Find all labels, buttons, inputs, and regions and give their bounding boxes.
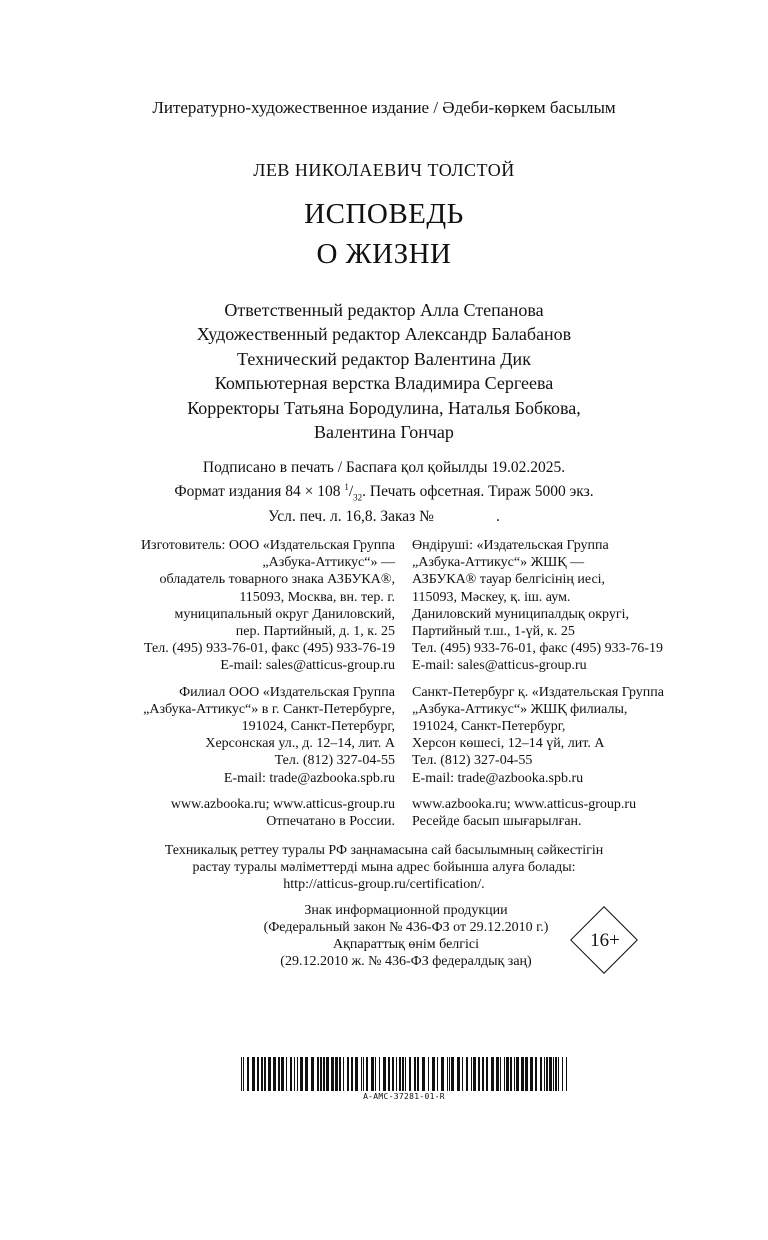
barcode-bar: [405, 1057, 406, 1091]
barcode-bar: [243, 1057, 244, 1091]
barcode-bar: [432, 1057, 435, 1091]
barcode-bar: [553, 1057, 554, 1091]
age-rating-text: 16+: [590, 930, 620, 951]
barcode-bar: [241, 1057, 242, 1091]
barcode-bar: [562, 1057, 563, 1091]
imprint-line: „Азбука-Аттикус“» ЖШҚ филиалы,: [412, 701, 628, 717]
format-numerator: 1: [344, 481, 349, 492]
barcode-bar: [278, 1057, 280, 1091]
imprint-line: „Азбука-Аттикус“» в г. Санкт-Петербурге,: [143, 701, 395, 717]
credit-line: Технический редактор Валентина Дик: [237, 348, 531, 369]
barcode-bar: [339, 1057, 341, 1091]
imprint-line: Тел. (495) 933-76-01, факс (495) 933-76-19: [144, 641, 395, 657]
info-line: (Федеральный закон № 436-ФЗ от 29.12.2010 г.): [263, 920, 549, 935]
barcode-bar: [305, 1057, 308, 1091]
tech-line: Техникалық реттеу туралы РФ заңнамасына сай басылымның сәйкестігін: [164, 843, 604, 858]
imprint-line: Херсонская ул., д. 12–14, лит. А: [205, 736, 395, 752]
barcode-bar: [457, 1057, 460, 1091]
barcode-bar: [323, 1057, 325, 1091]
barcode-bar: [311, 1057, 314, 1091]
barcode-bar: [261, 1057, 263, 1091]
imprint-kz-column: [412, 537, 664, 830]
staff-credits: [0, 298, 768, 444]
print-info: [0, 458, 768, 527]
info-line: Ақпараттық өнім белгісі: [332, 937, 480, 952]
imprint-line: пер. Партийный, д. 1, к. 25: [235, 624, 395, 640]
barcode-bar: [402, 1057, 404, 1091]
barcode-bar: [347, 1057, 349, 1091]
credit-line: Ответственный редактор Алла Степанова: [224, 300, 544, 320]
imprint-ru-column: [141, 537, 395, 830]
imprint-line: муниципальный округ Даниловский,: [174, 606, 395, 622]
barcode-bar: [535, 1057, 537, 1091]
imprint-line: Тел. (812) 327-04-55: [412, 753, 533, 769]
imprint-line: Тел. (495) 933-76-01, факс (495) 933-76-19: [412, 641, 663, 657]
barcode-bar: [540, 1057, 542, 1091]
barcode-bar: [383, 1057, 386, 1091]
barcode-bar: [361, 1057, 362, 1091]
barcode-bar: [422, 1057, 425, 1091]
printed-in-line: Отпечатано в России.: [266, 814, 395, 830]
barcode-bar: [566, 1057, 567, 1091]
format-prefix: Формат издания 84 × 108: [174, 482, 345, 500]
barcode-bar: [417, 1057, 419, 1091]
barcode-code: A-AMC-37281-01-R: [363, 1092, 445, 1101]
barcode-bar: [320, 1057, 322, 1091]
credit-line: Компьютерная верстка Владимира Сергеева: [214, 373, 554, 394]
barcode-bar: [525, 1057, 528, 1091]
barcode-bar: [516, 1057, 519, 1091]
barcode-bar: [286, 1057, 287, 1091]
barcode-bar: [396, 1057, 397, 1091]
imprint-line: E-mail: sales@atticus-group.ru: [412, 658, 587, 674]
barcode-bar: [555, 1057, 557, 1091]
barcode-bar: [462, 1057, 463, 1091]
barcode-bar: [366, 1057, 368, 1091]
barcode-bar: [504, 1057, 505, 1091]
format-line: Формат издания 84 × 108 $^1/_{32}$. Печать офсетная. Тираж 5000 экз.: [174, 481, 594, 502]
barcode-icon: [241, 1057, 567, 1091]
barcode-bar: [500, 1057, 501, 1091]
web-line: www.azbooka.ru; www.atticus-group.ru: [170, 796, 395, 812]
printed-in-line: Ресейде басып шығарылған.: [412, 814, 582, 830]
barcode-bar: [409, 1057, 411, 1091]
barcode-bar: [290, 1057, 292, 1091]
barcode-bar: [297, 1057, 298, 1091]
order-line: Усл. печ. л. 16,8. Заказ № .: [268, 508, 500, 526]
barcode-bar: [264, 1057, 266, 1091]
barcode-bar: [355, 1057, 358, 1091]
imprint-line: Даниловский муниципалдық округі,: [412, 606, 629, 622]
barcode-bar: [544, 1057, 545, 1091]
certification-link[interactable]: http://atticus-group.ru/certification/.: [283, 877, 485, 893]
barcode-bar: [549, 1057, 552, 1091]
info-line: Знак информационной продукции: [304, 903, 508, 918]
title-line-1: ИСПОВЕДЬ: [304, 198, 464, 230]
imprint-line: 191024, Санкт-Петербург,: [412, 719, 566, 735]
barcode-bar: [392, 1057, 394, 1091]
barcode-bar: [506, 1057, 509, 1091]
barcode-bar: [247, 1057, 249, 1091]
branch-kz: [412, 684, 664, 787]
signed-line: Подписано в печать / Баспаға қол қойылды 19.02.2025.: [202, 459, 566, 476]
barcode-bar: [268, 1057, 271, 1091]
barcode-bar: [257, 1057, 259, 1091]
credit-line: Корректоры Татьяна Бородулина, Наталья Бобкова,: [187, 397, 581, 418]
imprint-line: „Азбука-Аттикус“» —: [262, 555, 395, 571]
barcode-bar: [294, 1057, 295, 1091]
web-kz: [412, 796, 664, 830]
barcode-bar: [375, 1057, 376, 1091]
imprint-line: Партийный т.ш., 1-үй, к. 25: [412, 624, 575, 640]
imprint-line: E-mail: sales@atticus-group.ru: [220, 658, 395, 674]
manufacturer-ru: [141, 537, 395, 675]
imprint-line: Санкт-Петербург қ. «Издательская Группа: [412, 684, 664, 700]
barcode-bar: [521, 1057, 524, 1091]
web-line: www.azbooka.ru; www.atticus-group.ru: [412, 796, 637, 812]
barcode-bar: [471, 1057, 472, 1091]
series-line: Литературно-художественное издание / Әдеби-көркем басылым: [152, 98, 616, 117]
barcode-bar: [510, 1057, 512, 1091]
manufacturer-kz: [412, 537, 664, 675]
barcode-bar: [399, 1057, 401, 1091]
barcode-bar: [428, 1057, 429, 1091]
barcode-bar: [473, 1057, 476, 1091]
barcode-bar: [558, 1057, 559, 1091]
imprint-line: Херсон көшесі, 12–14 үй, лит. А: [412, 736, 605, 752]
age-rating-badge: [570, 906, 640, 976]
imprint-line: E-mail: trade@azbooka.spb.ru: [223, 770, 395, 786]
barcode-bar: [482, 1057, 484, 1091]
branch-ru: [141, 684, 395, 787]
barcode-bar: [343, 1057, 344, 1091]
format-denominator: 32: [353, 491, 363, 502]
imprint-line: Өндіруші: «Издательская Группа: [412, 538, 609, 553]
barcode-bar: [273, 1057, 276, 1091]
barcode-bar: [478, 1057, 480, 1091]
barcode-bar: [514, 1057, 515, 1091]
barcode-bar: [317, 1057, 319, 1091]
barcode-bar: [486, 1057, 488, 1091]
imprint-line: Филиал ООО «Издательская Группа: [179, 684, 395, 700]
barcode-bar: [252, 1057, 255, 1091]
barcode-bar: [449, 1057, 450, 1091]
barcode-bar: [326, 1057, 329, 1091]
barcode-bar: [546, 1057, 548, 1091]
barcode-bar: [300, 1057, 303, 1091]
credit-line: Валентина Гончар: [314, 422, 454, 443]
imprint-line: „Азбука-Аттикус“» ЖШҚ —: [412, 555, 585, 571]
credit-line: Художественный редактор Александр Балабанов: [196, 324, 572, 345]
author-name: ЛЕВ НИКОЛАЕВИЧ ТОЛСТОЙ: [253, 160, 515, 180]
barcode-bar: [335, 1057, 338, 1091]
tech-line: растау туралы мәліметтерді мына адрес бойынша алуға болады:: [192, 860, 576, 876]
imprint-line: Тел. (812) 327-04-55: [274, 753, 395, 769]
web-ru: [141, 796, 395, 830]
barcode-bar: [437, 1057, 438, 1091]
title-line-2: О ЖИЗНИ: [316, 238, 452, 270]
barcode-bar: [363, 1057, 364, 1091]
barcode-bar: [530, 1057, 533, 1091]
imprint-line: 115093, Мәскеу, қ. іш. аум.: [412, 589, 571, 605]
barcode-bar: [451, 1057, 454, 1091]
imprint-line: АЗБУКА® тауар белгісінің иесі,: [412, 572, 606, 588]
imprint-line: обладатель товарного знака АЗБУКА®,: [159, 572, 395, 588]
info-product-sign: [220, 902, 592, 970]
barcode-bar: [331, 1057, 334, 1091]
barcode-bar: [447, 1057, 448, 1091]
barcode-bar: [351, 1057, 353, 1091]
barcode-bar: [414, 1057, 416, 1091]
barcode-bar: [496, 1057, 499, 1091]
barcode-bar: [491, 1057, 494, 1091]
barcode-bar: [281, 1057, 284, 1091]
barcode-bar: [388, 1057, 390, 1091]
imprint-line: 115093, Москва, вн. тер. г.: [239, 589, 395, 605]
tech-regulation: [0, 842, 768, 894]
barcode-bar: [379, 1057, 380, 1091]
info-line: (29.12.2010 ж. № 436-ФЗ федералдық заң): [280, 954, 532, 969]
barcode-bar: [441, 1057, 444, 1091]
imprint-line: Изготовитель: ООО «Издательская Группа: [140, 538, 395, 553]
book-title: [0, 194, 768, 274]
imprint-line: 191024, Санкт-Петербург,: [241, 719, 395, 735]
format-suffix: . Печать офсетная. Тираж 5000 экз.: [362, 482, 594, 500]
barcode-bar: [371, 1057, 374, 1091]
imprint-line: E-mail: trade@azbooka.spb.ru: [412, 770, 584, 786]
barcode-bar: [466, 1057, 468, 1091]
